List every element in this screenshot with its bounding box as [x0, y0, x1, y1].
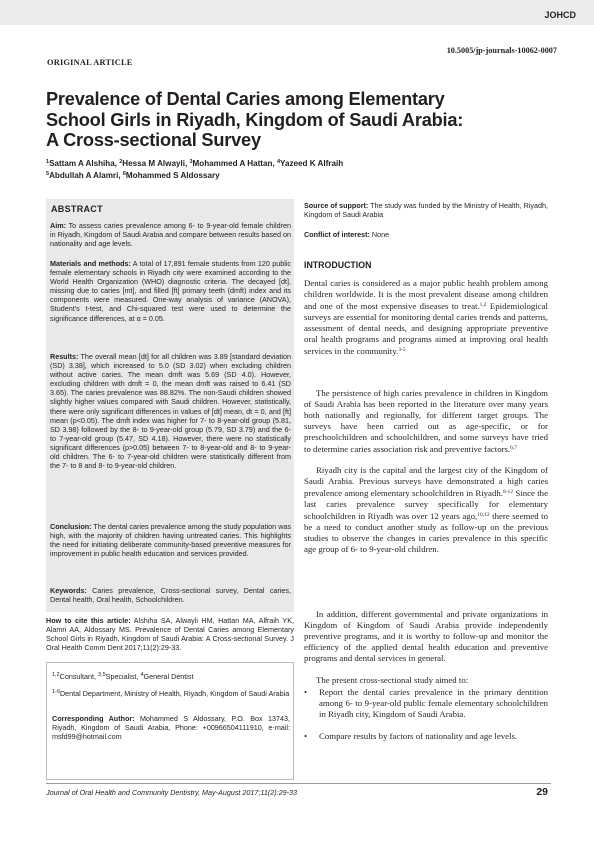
support-label: Source of support:: [304, 201, 369, 210]
role-sup: 1,2: [52, 672, 60, 678]
ref-sup[interactable]: 3-5: [398, 347, 406, 354]
conclusion-text: The dental caries prevalence among the study population was high, with the majority of children having untreated caries. This highlights the need for initiating deliberate community-based preventive measures for improvement in public health education and services provided.: [50, 522, 291, 559]
journal-abbrev: JOHCD: [544, 10, 576, 20]
p3-text-a: Riyadh city is the capital and the largest city of the Kingdom of Saudi Arabia. Previous surveys have demonstrated a high caries prevalence among elementary schoolchildren in Riyadh.: [304, 465, 548, 499]
author-name: Mohammed S Aldossary: [125, 171, 220, 180]
author-name: Mohammed A Hattan: [192, 159, 273, 168]
abstract-conclusion: [50, 522, 291, 558]
bullet-icon: •: [304, 687, 308, 697]
ref-sup[interactable]: 8-12: [502, 489, 514, 496]
conflict-of-interest: [304, 230, 548, 239]
aim-label: Aim:: [50, 221, 66, 230]
affiliation-box: [46, 662, 294, 780]
abstract-heading: ABSTRACT: [51, 204, 103, 214]
introduction-heading: INTRODUCTION: [304, 260, 372, 270]
footer-journal: Journal of Oral Health and Community Dentistry, May-August 2017;11(2):29-33: [46, 788, 298, 797]
abstract-box: [46, 199, 294, 612]
role-item: Consultant,: [59, 672, 99, 681]
intro-paragraph-4: In addition, different governmental and private organizations in Kingdom of Kingdom of Saudi Arabia provide independently preventive programs, and it is worthy to follow-up and monitor the efficiency of the applied dental health education and preventive programs and dental services in general.: [304, 609, 548, 664]
footer-rule: [46, 783, 551, 784]
author-line-1: $^1$Sattam A Alshiha, $^2$Hessa M Alwayli, $^3$Mohammed A Hattan, $^4$Yazeed K Alfraih: [46, 159, 344, 168]
intro-paragraph-2: [304, 388, 548, 455]
p3-text-b: Since the last caries prevalence survey specifically for elementary schoolchildren in Riyadh was over 12 years ago,: [304, 488, 548, 522]
abstract-keywords: [50, 586, 291, 604]
results-label: Results:: [50, 352, 79, 361]
article-type: ORIGINAL ARTICLE: [47, 58, 133, 67]
keywords-label: Keywords:: [50, 586, 87, 595]
dept-sup: 1-6: [52, 689, 60, 695]
aim-text: To assess caries prevalence among 6- to 9-year-old female children in Riyadh, Kingdom of Saudi Arabia and compare between results based on nationality and age levels.: [50, 221, 291, 249]
role-sup: 3,5: [98, 672, 106, 678]
conflict-text: None: [371, 230, 390, 239]
support-text: The study was funded by the Ministry of Health, Riyadh, Kingdom of Saudi Arabia: [304, 201, 548, 220]
p1-text-b: Epidemiological surveys are essential for monitoring dental caries trends and patterns, assessment of dental needs, and designing appropriate preventive oral health programs and programs aimed at improving oral health services in the community.: [304, 301, 548, 357]
methods-text: A total of 17,891 female students from 120 public female elementary schools in Riyadh city were examined according to the World Health Organization (WHO) diagnostic criteria. The decayed [dt], missing due to caries [mt], and filled [ft] primary teeth (dmft) index and its components were measured. One-way analysis of variance (ANOVA), Student's t-test, and Chi-squared test were used to determine the significance differences, at α = 0.05.: [50, 259, 291, 323]
header-band: [0, 0, 594, 25]
results-text: The overall mean [dt] for all children was 3.89 [standard deviation (SD) 3.38], which increased to 5.0 (SD 3.02) when excluding children without active caries. The mean dmft was 5.69 (SD 4.0). However, excluding children with dmft = 0, the mean dmft was raised to 6.41 (SD 3.65). The caries prevalence was 88.82%. The non-Saudi children showed slightly higher values compared with Saudi children. However, statistically, there were only significant differences in values of [dt] mean, dt = 0, and [ft] mean (p<0.05). The dmft index was higher for 7- to 8-year-old group (5.81, SD 3.98) followed by the 8- to 9-year-old group (5.79, SD 3.79) and the 6- to 7-year-old group (5.47, SD 4.18). However, there were no statistically significant differences (p>0.05) between 7- to 8-year-old and 8- to 9-year-old children. The 6- to 7-year-old children were statistically different from the 7- to 8 and 8- to 9-year-old children.: [50, 352, 291, 471]
author-sup: 3: [189, 159, 193, 165]
intro-paragraph-3: [304, 465, 548, 555]
author-sup: 4: [276, 159, 281, 165]
author-sup: 2: [119, 159, 123, 165]
author-sup: 5: [46, 171, 50, 177]
abstract-methods: [50, 259, 291, 323]
conclusion-label: Conclusion:: [50, 522, 92, 531]
cite-label: How to cite this article:: [46, 616, 131, 625]
keywords-text: Caries prevalence, Cross-sectional survey, Dental caries, Dental health, Oral health, Schoolchildren.: [50, 586, 291, 605]
author-name: Sattam A Alshiha: [49, 159, 115, 168]
bullet-text: Report the dental caries prevalence in the primary dentition among 6- to 9-year-old public female elementary schoolchildren in Riyadh city, Kingdom of Saudi Arabia.: [319, 687, 548, 720]
author-name: Hessa M Alwayli: [122, 159, 185, 168]
author-sup: 6: [122, 171, 126, 177]
author-name: Abdullah A Alamri: [49, 171, 119, 180]
conflict-label: Conflict of interest:: [304, 230, 370, 239]
bullet-icon: •: [304, 731, 308, 741]
author-line-2: $^5$Abdullah A Alamri, $^6$Mohammed S Aldossary: [46, 171, 220, 180]
bullet-text: Compare results by factors of nationality and age levels.: [319, 731, 518, 741]
p3-text-c: there seemed to be a need to conduct another study as follow-up on the previous studies to observe the changes in caries prevalence in this specific age group of 6- to 9-year-old children.: [304, 511, 548, 555]
doi[interactable]: 10.5005/jp-journals-10062-0007: [446, 46, 557, 55]
author-sup: 1: [46, 159, 50, 165]
ref-sup[interactable]: 6,7: [510, 445, 518, 452]
cite-text: Alshiha SA, Alwayli HM, Hattan MA, Alfraih YK, Alamri AA, Aldossary MS. Prevalence of Dental Caries among Elementary School Girls in Riyadh, Kingdom of Saudi Arabia: A Cross-sectional Survey. J Oral Health Comm Dent 2017;11(2):29-33.: [46, 616, 294, 653]
role-item: General Dentist: [143, 672, 194, 681]
department: [52, 688, 290, 698]
ref-sup[interactable]: 10,12: [477, 512, 490, 519]
page-number: 29: [536, 786, 548, 798]
ref-sup[interactable]: 1,2: [479, 302, 487, 309]
role-sup: 4: [140, 672, 144, 678]
p2-text: The persistence of high caries prevalence in children in Kingdom of Saudi Arabia has been reported in the literature over many years both nationally and regionally, for different target groups. The surveys have been carried out as age-specific, or for preschoolchildren and schoolchildren, and some surveys have tried to determine caries association risk and preventive factors.: [304, 388, 548, 455]
corresponding-author: [52, 714, 290, 742]
p1-text-a: Dental caries is considered as a major public health problem among children worldwide. It is the most prevalent disease among children and one of the most expensive diseases to treat.: [304, 278, 548, 312]
title-line-2: School Girls in Riyadh, Kingdom of Saudi Arabia:: [46, 109, 464, 130]
abstract-results: [50, 352, 291, 470]
title-line-3: A Cross-sectional Survey: [46, 130, 261, 150]
corr-label: Corresponding Author:: [52, 714, 135, 723]
intro-paragraph-5: The present cross-sectional study aimed to:: [316, 675, 469, 685]
role-item: Specialist,: [105, 672, 141, 681]
how-to-cite: [46, 616, 294, 652]
methods-label: Materials and methods:: [50, 259, 131, 268]
source-of-support: [304, 201, 548, 219]
dept-text: Dental Department, Ministry of Health, Riyadh, Kingdom of Saudi Arabia: [59, 689, 290, 698]
article-title: [46, 89, 516, 151]
author-list: [46, 157, 516, 181]
abstract-aim: [50, 221, 291, 248]
author-name: Yazeed K Alfraih: [280, 159, 344, 168]
title-line-1: Prevalence of Dental Caries among Elementary: [46, 89, 445, 109]
author-roles: [52, 671, 290, 681]
intro-paragraph-1: [304, 278, 548, 357]
corr-text: Mohammed S Aldossary, P.O. Box 13743, Riyadh, Kingdom of Saudi Arabia, Phone: +00966504111910, e-mail: msfd99@hotmail.com: [52, 714, 290, 742]
